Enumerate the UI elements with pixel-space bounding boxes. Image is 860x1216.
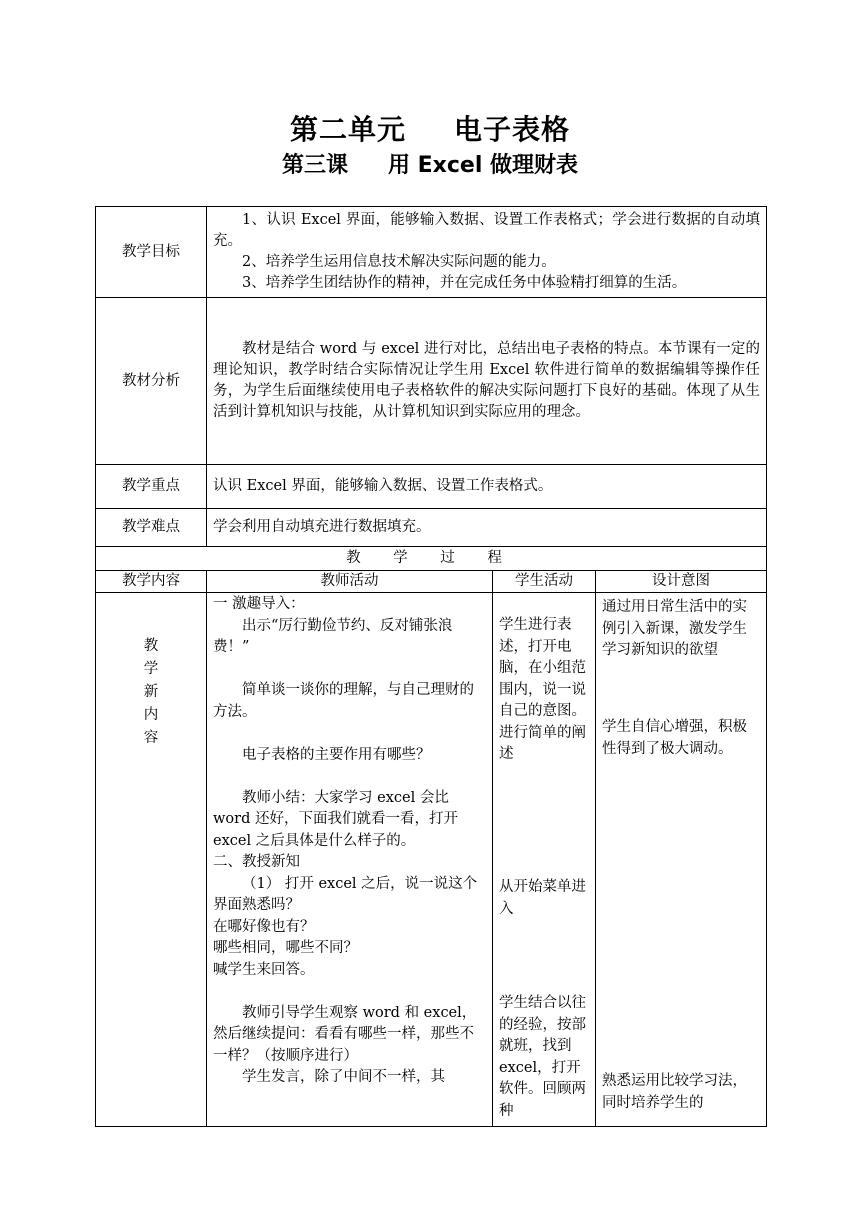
analysis-label: 教材分析 xyxy=(96,298,207,465)
content-label-char: 学 xyxy=(143,661,159,677)
content-label-char: 容 xyxy=(143,730,159,746)
difficulty-row xyxy=(96,509,767,547)
lesson-name: 用 Excel 做理财表 xyxy=(387,153,579,178)
objective-line: 3、培养学生团结协作的精神，并在完成任务中体验精打细算的生活。 xyxy=(242,275,687,291)
analysis-content xyxy=(207,298,767,465)
focus-label: 教学重点 xyxy=(96,465,207,509)
teacher-text: 教师小结：大家学习 excel 会比 word 还好，下面我们就看一看，打开 excel 之后具体是什么样子的。 xyxy=(213,789,458,849)
intent-text: 通过用日常生活中的实例引入新课，激发学生学习新知识的欲望 xyxy=(602,599,747,658)
objective-line: 2、培养学生运用信息技术解决实际问题的能力。 xyxy=(242,254,556,270)
analysis-text: 教材是结合 word 与 excel 进行对比，总结出电子表格的特点。本节课有一定的理论知识，教学时结合实际情况让学生用 Excel 软件进行简单的数据编辑等操作任务，为学生后面继续使用电子表格软件的解决实际问题打下良好的基础。体现了从生活到计算机知识与技能，从计算机知识到实际应用的理念。 xyxy=(213,341,760,420)
teacher-activity xyxy=(207,593,493,1127)
objectives-row xyxy=(96,207,767,298)
difficulty-label: 教学难点 xyxy=(96,509,207,547)
unit-number: 第二单元 xyxy=(289,113,406,146)
content-label-char: 新 xyxy=(143,684,159,700)
focus-row xyxy=(96,465,767,509)
lesson-title xyxy=(0,148,860,179)
objectives-content xyxy=(207,207,767,298)
process-header: 教 学 过 程 xyxy=(96,547,767,571)
focus-content: 认识 Excel 界面，能够输入数据、设置工作表格式。 xyxy=(207,465,767,509)
objective-line: 1、认识 Excel 界面，能够输入数据、设置工作表格式；学会进行数据的自动填充。 xyxy=(213,212,760,249)
content-label-char: 内 xyxy=(143,707,159,723)
objectives-label: 教学目标 xyxy=(96,207,207,298)
design-intent xyxy=(596,593,767,1127)
column-header: 学生活动 xyxy=(493,571,596,593)
teacher-text: 电子表格的主要作用有哪些？ xyxy=(242,746,431,763)
teacher-text: 简单谈一谈你的理解，与自己理财的方法。 xyxy=(213,682,474,720)
lesson-number: 第三课 xyxy=(281,153,348,178)
teacher-text: （1） 打开 excel 之后，说一说这个界面熟悉吗？ xyxy=(213,875,478,913)
student-text: 学生进行表述，打开电脑，在小组范围内，说一说自己的意图。进行简单的阐述 xyxy=(499,617,586,762)
teacher-text: 在哪好像也有？ xyxy=(213,918,315,935)
teacher-text: 学生发言，除了中间不一样，其 xyxy=(242,1069,445,1085)
content-row xyxy=(96,593,767,1127)
content-label-char: 教 xyxy=(143,638,159,654)
teacher-text: 一 激趣导入： xyxy=(213,596,305,612)
teacher-text: 喊学生来回答。 xyxy=(213,961,315,978)
teacher-text: 出示“厉行勤俭节约、反对铺张浪费！” xyxy=(213,617,453,655)
intent-text: 熟悉运用比较学习法，同时培养学生的 xyxy=(602,1073,747,1111)
analysis-row xyxy=(96,298,767,465)
student-activity xyxy=(493,593,596,1127)
content-label xyxy=(96,593,207,1127)
lesson-plan-table xyxy=(95,206,767,1127)
teacher-text: 哪些相同，哪些不同？ xyxy=(213,940,358,956)
unit-name: 电子表格 xyxy=(454,113,571,146)
teacher-text: 二、教授新知 xyxy=(213,854,300,870)
column-header-row xyxy=(96,571,767,593)
teacher-text: 教师引导学生观察 word 和 excel，然后继续提问：看看有哪些一样，那些不一样？（按顺序进行） xyxy=(213,1004,477,1064)
difficulty-content: 学会利用自动填充进行数据填充。 xyxy=(207,509,767,547)
intent-text: 学生自信心增强，积极性得到了极大调动。 xyxy=(602,719,747,757)
column-header: 设计意图 xyxy=(596,571,767,593)
student-text: 学生结合以往的经验，按部就班，找到 excel，打开软件。回顾两种 xyxy=(499,995,586,1119)
process-header-row xyxy=(96,547,767,571)
column-header: 教学内容 xyxy=(96,571,207,593)
unit-title xyxy=(0,108,860,148)
student-text: 从开始菜单进入 xyxy=(499,879,586,917)
column-header: 教师活动 xyxy=(207,571,493,593)
